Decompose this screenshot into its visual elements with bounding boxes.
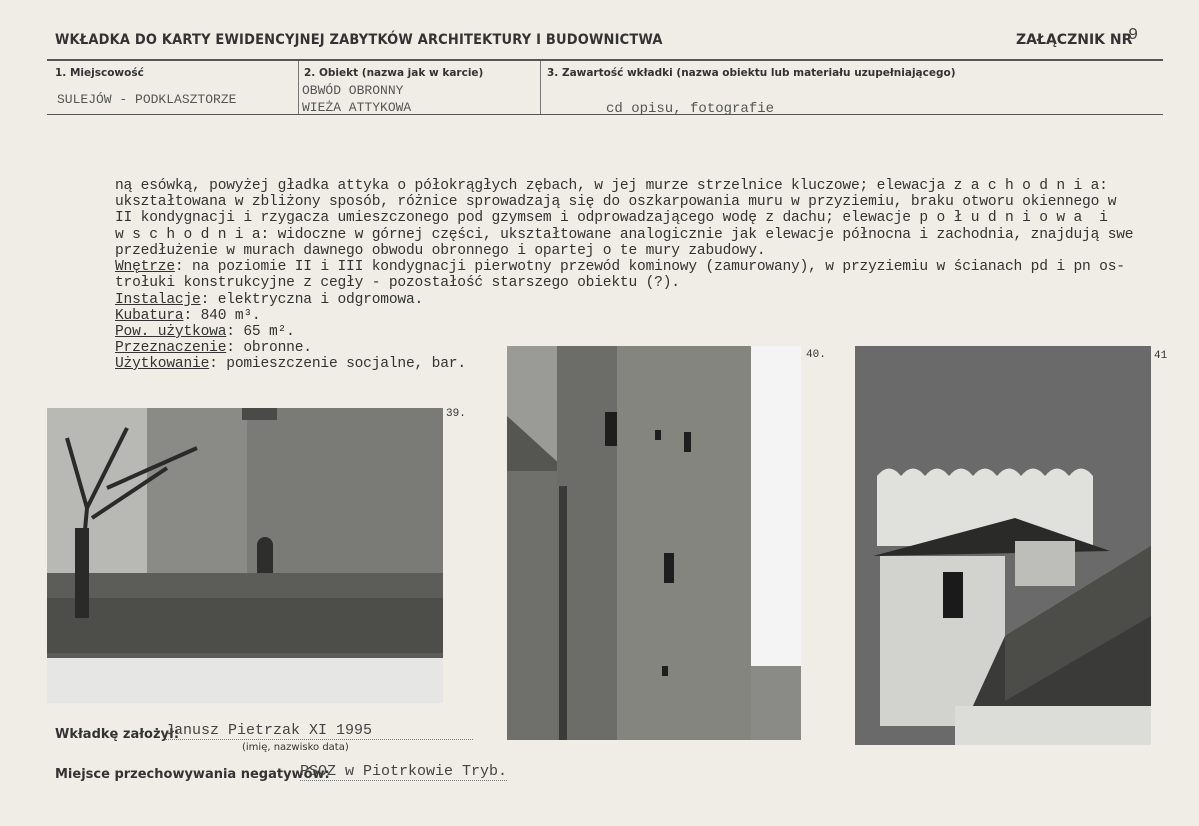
body-line: ukształtowana w zbliżony sposób, różnice sprowadzają się do oszkarpowania muru w przyziemiu, braku otworu okiennego w (115, 194, 1117, 210)
photo-40-image (507, 346, 801, 740)
interior-line (115, 259, 1125, 275)
area-line (115, 324, 295, 340)
use-value: : pomieszczenie socjalne, bar. (209, 356, 466, 372)
photo-41-image (855, 346, 1151, 745)
use-line (115, 356, 466, 372)
body-line: w s c h o d n i a: widoczne w górnej części, ukształtowane analogicznie jak elewacje północna i zachodnia, znajdują swe (115, 227, 1134, 243)
author-value: Janusz Pietrzak XI 1995 (165, 722, 473, 740)
photo-41-attic-tower (855, 346, 1151, 745)
photo-41-number: 41 (1154, 350, 1168, 362)
interior-label: Wnętrze (115, 259, 175, 275)
volume-value: : 840 m³. (183, 308, 261, 324)
volume-label: Kubatura (115, 308, 184, 324)
area-value: : 65 m². (226, 324, 295, 340)
header-top-rule (47, 59, 1163, 61)
column-divider (298, 61, 299, 114)
purpose-line (115, 340, 312, 356)
body-line: przedłużenie w murach dawnego obwodu obronnego i opartej o te mury zabudowy. (115, 243, 766, 259)
document-title: WKŁADKA DO KARTY EWIDENCYJNEJ ZABYTKÓW ARCHITEKTURY I BUDOWNICTWA (55, 32, 663, 48)
author-label: Wkładkę założył: (55, 727, 180, 742)
use-label: Użytkowanie (115, 356, 210, 372)
negatives-value: PSOZ w Piotrkowie Tryb. (300, 763, 508, 780)
installations-line (115, 292, 423, 308)
photo-39-image (47, 408, 443, 703)
photo-40-number: 40. (806, 349, 826, 361)
purpose-label: Przeznaczenie (115, 340, 227, 356)
installations-value: : elektryczna i odgromowa. (200, 292, 424, 308)
content-value: cd opisu, fotografie (606, 101, 775, 117)
header-bottom-rule (47, 114, 1163, 115)
locality-value: SULEJÓW - PODKLASZTORZE (57, 92, 237, 107)
annex-number: 9 (1128, 26, 1139, 45)
body-line: ną esówką, powyżej gładka attyka o półokrągłych zębach, w jej murze strzelnice kluczowe; elewacja z a c h o d n i a: (115, 178, 1108, 194)
column-divider (540, 61, 541, 114)
volume-line (115, 308, 261, 324)
body-line: II kondygnacji i rzygacza umieszczonego pod gzymsem i odprowadzającego wodę z dachu; elewacje p o ł u d n i o w a i (115, 210, 1108, 226)
annex-label: ZAŁĄCZNIK NR (1016, 32, 1133, 48)
photo-40-tower (507, 346, 801, 740)
area-label: Pow. użytkowa (115, 324, 227, 340)
locality-label: 1. Miejscowość (55, 67, 144, 79)
object-label: 2. Obiekt (nazwa jak w karcie) (304, 67, 484, 79)
photo-39-wall (47, 408, 443, 703)
interior-line-2: trołuki konstrukcyjne z cegły - pozostałość starszego obiektu (?). (115, 275, 680, 291)
purpose-value: : obronne. (226, 340, 312, 356)
object-value-1: OBWÓD OBRONNY (302, 83, 404, 98)
content-label: 3. Zawartość wkładki (nazwa obiektu lub materiału uzupełniającego) (547, 67, 956, 79)
photo-39-number: 39. (446, 408, 466, 420)
negatives-label: Miejsce przechowywania negatywów: (55, 767, 330, 782)
installations-label: Instalacje (115, 292, 201, 308)
interior-text: : na poziomie II i III kondygnacji pierwotny przewód kominowy (zamurowany), w przyziemiu w ścianach pd i pn os- (174, 259, 1125, 275)
object-value-2: WIEŻA ATTYKOWA (302, 100, 412, 115)
author-hint: (imię, nazwisko data) (242, 742, 349, 753)
